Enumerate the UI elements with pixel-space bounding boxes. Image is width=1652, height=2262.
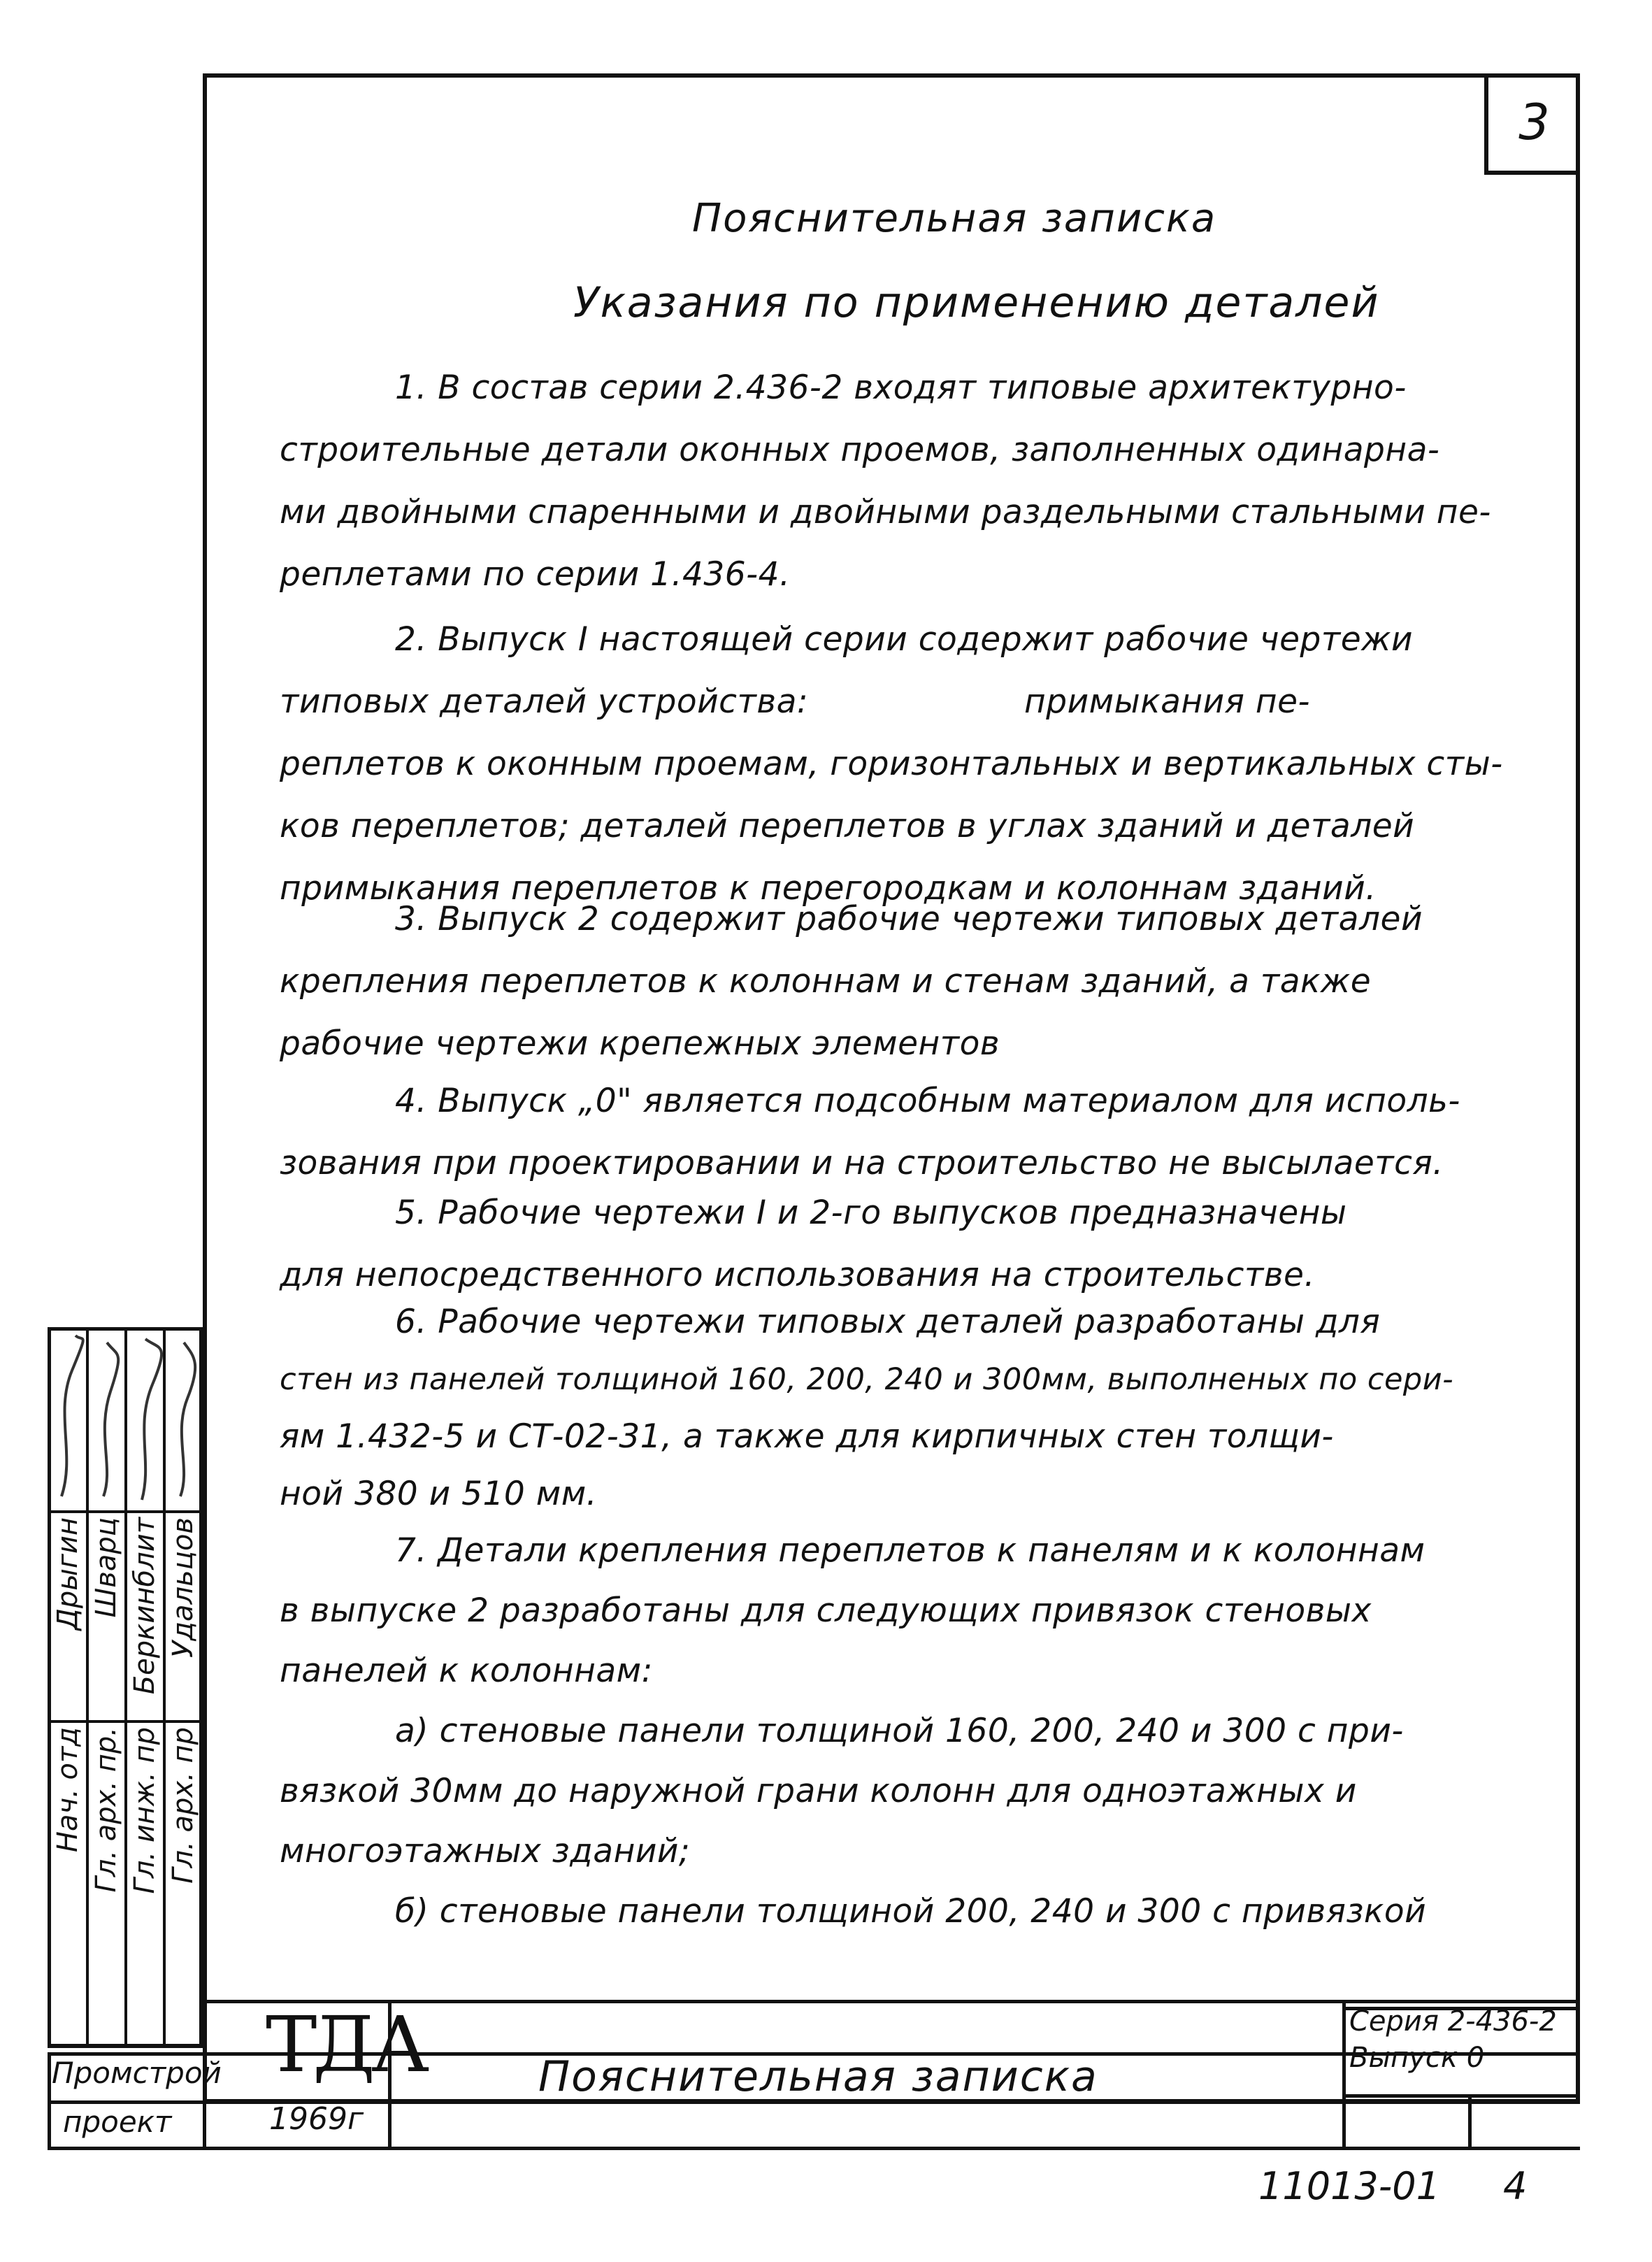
text-line: а) стеновые панели толщиной 160, 200, 240 и 300 с при- [395,1712,1404,1750]
text-line: 4. Выпуск „0" является подсобным материалом для исполь- [395,1082,1460,1120]
text-line: ков переплетов; деталей переплетов в углах зданий и деталей [280,807,1415,845]
sheet-code: 11013-01 [1258,2164,1440,2208]
approval-name: Беркинблит [129,1517,161,1695]
text-line: строительные детали оконных проемов, заполненных одинарна- [280,431,1440,469]
issue-label: Выпуск 0 [1349,2042,1485,2074]
text-line: многоэтажных зданий; [280,1832,691,1870]
text-line: 1. В состав серии 2.436-2 входят типовые архитектурно- [395,368,1407,407]
paragraph-1 [280,357,1580,606]
year: 1969г [269,2101,364,2137]
text-line: примыкания переплетов к перегородкам и колоннам зданий. [280,869,1377,908]
text-line: реплетами по серии 1.436-4. [280,555,791,594]
text-line: 5. Рабочие чертежи I и 2-го выпусков предназначены [395,1194,1347,1232]
text-line: типовых деталей устройства: примыкания пе- [280,682,1310,721]
paragraph-6 [280,1294,1580,1523]
approval-role: Нач. отд [52,1727,84,1853]
text-line: стен из панелей толщиной 160, 200, 240 и 300мм, выполненых по сери- [280,1362,1454,1397]
approval-role: Гл. инж. пр [129,1727,161,1894]
text-line: для непосредственного использования на строительстве. [280,1256,1315,1294]
text-line: реплетов к оконным проемам, горизонтальных и вертикальных сты- [280,745,1503,783]
text-line: 7. Детали крепления переплетов к панелям и к колоннам [395,1531,1425,1570]
text-line: зования при проектировании и на строительство не высылается. [280,1144,1444,1182]
document-subtitle: Указания по применению деталей [573,278,1380,327]
paragraph-7 [280,1521,1580,1942]
text-line: в выпуске 2 разработаны для следующих привязок стеновых [280,1591,1372,1630]
organization-name: Промстрой [52,2056,222,2090]
text-line: вязкой 30мм до наружной грани колонн для одноэтажных и [280,1772,1357,1810]
text-line: 3. Выпуск 2 содержит рабочие чертежи типовых деталей [395,900,1423,938]
approval-name: Дрыгин [52,1517,84,1631]
text-line: ми двойными спаренными и двойными раздельными стальными пе- [280,493,1491,531]
organization-name-2: проект [63,2105,172,2139]
document-title: Пояснительная записка [692,196,1217,241]
approval-role: Гл. арх. пр [167,1727,199,1884]
text-line: рабочие чертежи крепежных элементов [280,1024,1000,1063]
paragraph-2 [280,608,1580,919]
text-line: ям 1.432-5 и СТ-02-31, а также для кирпичных стен толщи- [280,1417,1334,1456]
text-line: б) стеновые панели толщиной 200, 240 и 300 с привязкой [395,1892,1427,1931]
approval-name: Удальцов [167,1517,199,1658]
paragraph-3 [280,888,1580,1075]
tda-logo: ТДА [266,2000,426,2089]
text-line: крепления переплетов к колоннам и стенам зданий, а также [280,962,1372,1001]
signatures-image [48,1329,203,1509]
text-line: ной 380 и 510 мм. [280,1475,598,1513]
paragraph-5 [280,1182,1580,1306]
text-line: панелей к колоннам: [280,1652,653,1690]
title-block-doc-title: Пояснительная записка [538,2052,1098,2101]
text-line: 6. Рабочие чертежи типовых деталей разработаны для [395,1303,1381,1341]
sheet-number: 4 [1503,2164,1528,2208]
paragraph-4 [280,1070,1580,1194]
page-number: 3 [1484,73,1580,175]
approval-name: Шварц [90,1517,122,1618]
text-line: 2. Выпуск I настоящей серии содержит рабочие чертежи [395,620,1414,659]
approval-role: Гл. арх. пр. [90,1727,122,1893]
series-label: Серия 2-436-2 [1349,2005,1557,2038]
